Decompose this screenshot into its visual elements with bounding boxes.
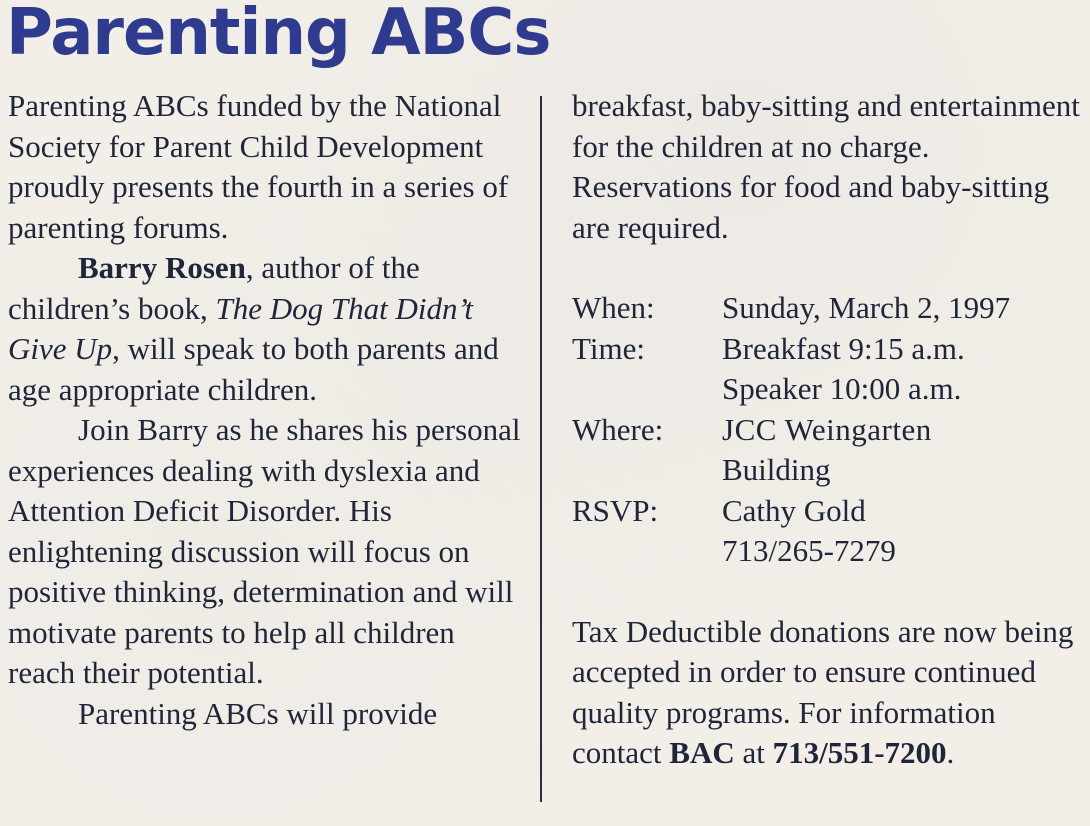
continued-text: breakfast, baby-sitting and entertainment for the children at no charge. Reservations for food and baby-sitting are required. [572, 88, 1080, 245]
when-line: Sunday, March 2, 1997 [722, 290, 1011, 325]
when-value [722, 288, 1087, 329]
detail-row-when [572, 288, 1087, 329]
headline: Parenting ABCs [6, 0, 551, 70]
donation-paragraph [572, 612, 1087, 774]
rsvp-contact: Cathy Gold [722, 492, 866, 528]
time-value [722, 329, 1087, 410]
speaker-name: Barry Rosen [78, 250, 246, 285]
provide-paragraph [8, 694, 528, 735]
where-label: Where: [572, 411, 664, 447]
when-label: When: [572, 290, 655, 325]
time-label: Time: [572, 330, 645, 366]
detail-row-where [572, 410, 1087, 491]
description-paragraph [8, 410, 528, 694]
speaker-text-b: , will speak to both parents and age appropriate children. [8, 331, 499, 407]
left-column [8, 86, 528, 734]
intro-text: Parenting ABCs funded by the National Society for Parent Child Development proudly presents the fourth in a series of parenting forums. [8, 88, 509, 245]
donation-org: BAC [669, 735, 735, 770]
detail-row-rsvp [572, 491, 1087, 572]
donation-end: . [946, 735, 955, 770]
time-line-speaker: Speaker 10:00 a.m. [722, 371, 962, 406]
event-details [572, 288, 1087, 572]
where-line-2: Building [722, 452, 831, 487]
rsvp-phone: 713/265-7279 [722, 533, 896, 568]
rsvp-label: RSVP: [572, 492, 659, 528]
time-line-breakfast: Breakfast 9:15 a.m. [722, 330, 965, 366]
donation-at: at [734, 735, 773, 770]
speaker-paragraph [8, 248, 528, 410]
where-line-1: JCC Weingarten [722, 411, 932, 447]
description-text: Join Barry as he shares his personal experiences dealing with dyslexia and Attention Deficit Disorder. His enlightening discussion will focus on positive thinking, determination and will motivate parents to help all children reach their potential. [8, 412, 521, 690]
book-title: The Dog That Didn’t Give Up [8, 290, 473, 366]
spacer [572, 572, 1087, 612]
detail-row-time [572, 329, 1087, 410]
right-column [572, 86, 1087, 774]
intro-paragraph [8, 86, 528, 248]
provide-text: Parenting ABCs will provide [78, 695, 438, 731]
donation-text: Tax Deductible donations are now being accepted in order to ensure continued quality programs. For information contact [572, 613, 1074, 770]
column-divider [540, 96, 542, 802]
donation-phone: 713/551-7200 [772, 735, 947, 770]
rsvp-value [722, 491, 1087, 572]
speaker-text-a: , author of the children’s book, [8, 250, 420, 326]
continued-paragraph [572, 86, 1087, 248]
where-value [722, 410, 1087, 491]
